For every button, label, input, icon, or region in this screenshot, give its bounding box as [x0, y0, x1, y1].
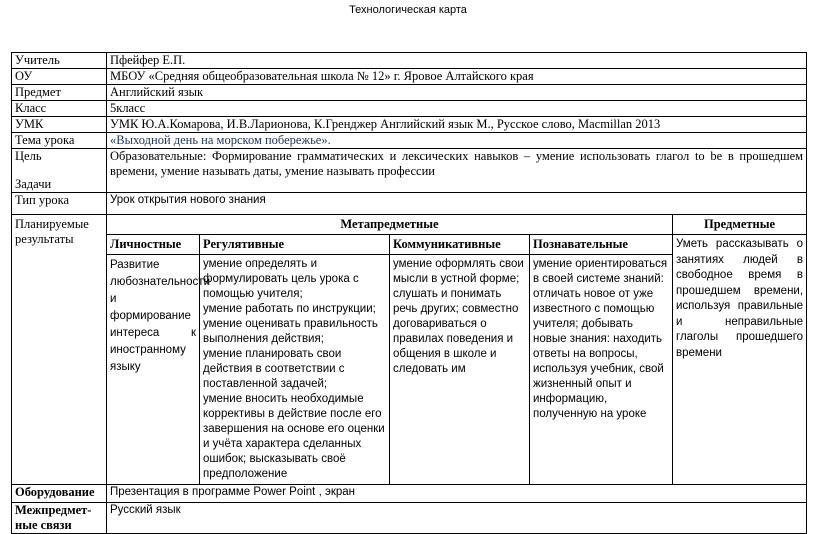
- label-grade: Класс: [12, 101, 107, 117]
- value-teacher: Пфейфер Е.П.: [107, 53, 807, 69]
- row-lesson-type: [12, 193, 807, 215]
- header-cognitive: Познавательные: [530, 235, 673, 255]
- header-metasubject: Метапредметные: [107, 215, 673, 235]
- label-results: Планируемые результаты: [12, 215, 107, 485]
- row-goal: [12, 149, 807, 193]
- value-equipment: Презентация в программе Power Point , экран: [107, 485, 807, 503]
- row-topic: [12, 133, 807, 149]
- document-title: Технологическая карта: [349, 4, 467, 16]
- header-communicative: Коммуникативные: [390, 235, 530, 255]
- label-lesson-type: Тип урока: [12, 193, 107, 215]
- row-teacher: [12, 53, 807, 69]
- header-personal: Личностные: [107, 235, 200, 255]
- label-school: ОУ: [12, 69, 107, 85]
- value-personal: Развитие любознательности и формирование интереса к иностранному языку: [107, 255, 200, 485]
- value-umk: УМК Ю.А.Комарова, И.В.Ларионова, К.Гренджер Английский язык М., Русское слово, Macmillan 2013: [107, 117, 807, 133]
- header-regulative: Регулятивные: [200, 235, 390, 255]
- value-lesson-type: Урок открытия нового знания: [107, 193, 807, 215]
- row-school: [12, 69, 807, 85]
- value-regulative: умение определять и формулировать цель урока с помощью учителя; умение работать по инструкции; умение оценивать правильность выполнения действия; умение планировать свои действия в соответствии с поставленной задачей; умение вносить необходимые коррективы в действие после его завершения на основе его оценки и учёта характера сделанных ошибок; высказывать своё предположение: [200, 255, 390, 485]
- row-subject: [12, 85, 807, 101]
- row-equipment: [12, 485, 807, 503]
- label-umk: УМК: [12, 117, 107, 133]
- row-intersubject: [12, 503, 807, 534]
- value-intersubject: Русский язык: [107, 503, 807, 534]
- header-subject-results: Предметные: [673, 215, 807, 235]
- row-results-header: [12, 215, 807, 235]
- value-grade: 5класс: [107, 101, 807, 117]
- label-equipment: Оборудование: [12, 485, 107, 503]
- label-tasks: Задачи: [15, 177, 52, 191]
- row-results-subheaders: [12, 235, 807, 255]
- label-intersubject: Межпредмет-ные связи: [12, 503, 107, 534]
- label-goal-cell: [12, 149, 107, 193]
- label-topic: Тема урока: [12, 133, 107, 149]
- tech-card-table: [11, 52, 807, 534]
- row-umk: [12, 117, 807, 133]
- value-topic: «Выходной день на морском побережье».: [107, 133, 807, 149]
- value-goal: Образовательные: Формирование грамматических и лексических навыков – умение использовать глагол to be в прошедшем времени, умение называть даты, умение называть профессии: [107, 149, 807, 193]
- label-subject: Предмет: [12, 85, 107, 101]
- value-subject: Английский язык: [107, 85, 807, 101]
- value-school: МБОУ «Средняя общеобразовательная школа № 12» г. Яровое Алтайского края: [107, 69, 807, 85]
- label-goal: Цель: [15, 149, 42, 163]
- row-grade: [12, 101, 807, 117]
- label-teacher: Учитель: [12, 53, 107, 69]
- value-communicative: умение оформлять свои мысли в устной форме; слушать и понимать речь других; совместно договариваться о правилах поведения и общения в школе и следовать им: [390, 255, 530, 485]
- value-subject-results: Уметь рассказывать о занятиях людей в свободное время в прошедшем времени, используя правильные и неправильные глаголы прошедшего времени: [673, 235, 807, 485]
- value-cognitive: умение ориентироваться в своей системе знаний: отличать новое от уже известного с помощью учителя; добывать новые знания: находить ответы на вопросы, используя учебник, свой жизненный опыт и информацию, полученную на уроке: [530, 255, 673, 485]
